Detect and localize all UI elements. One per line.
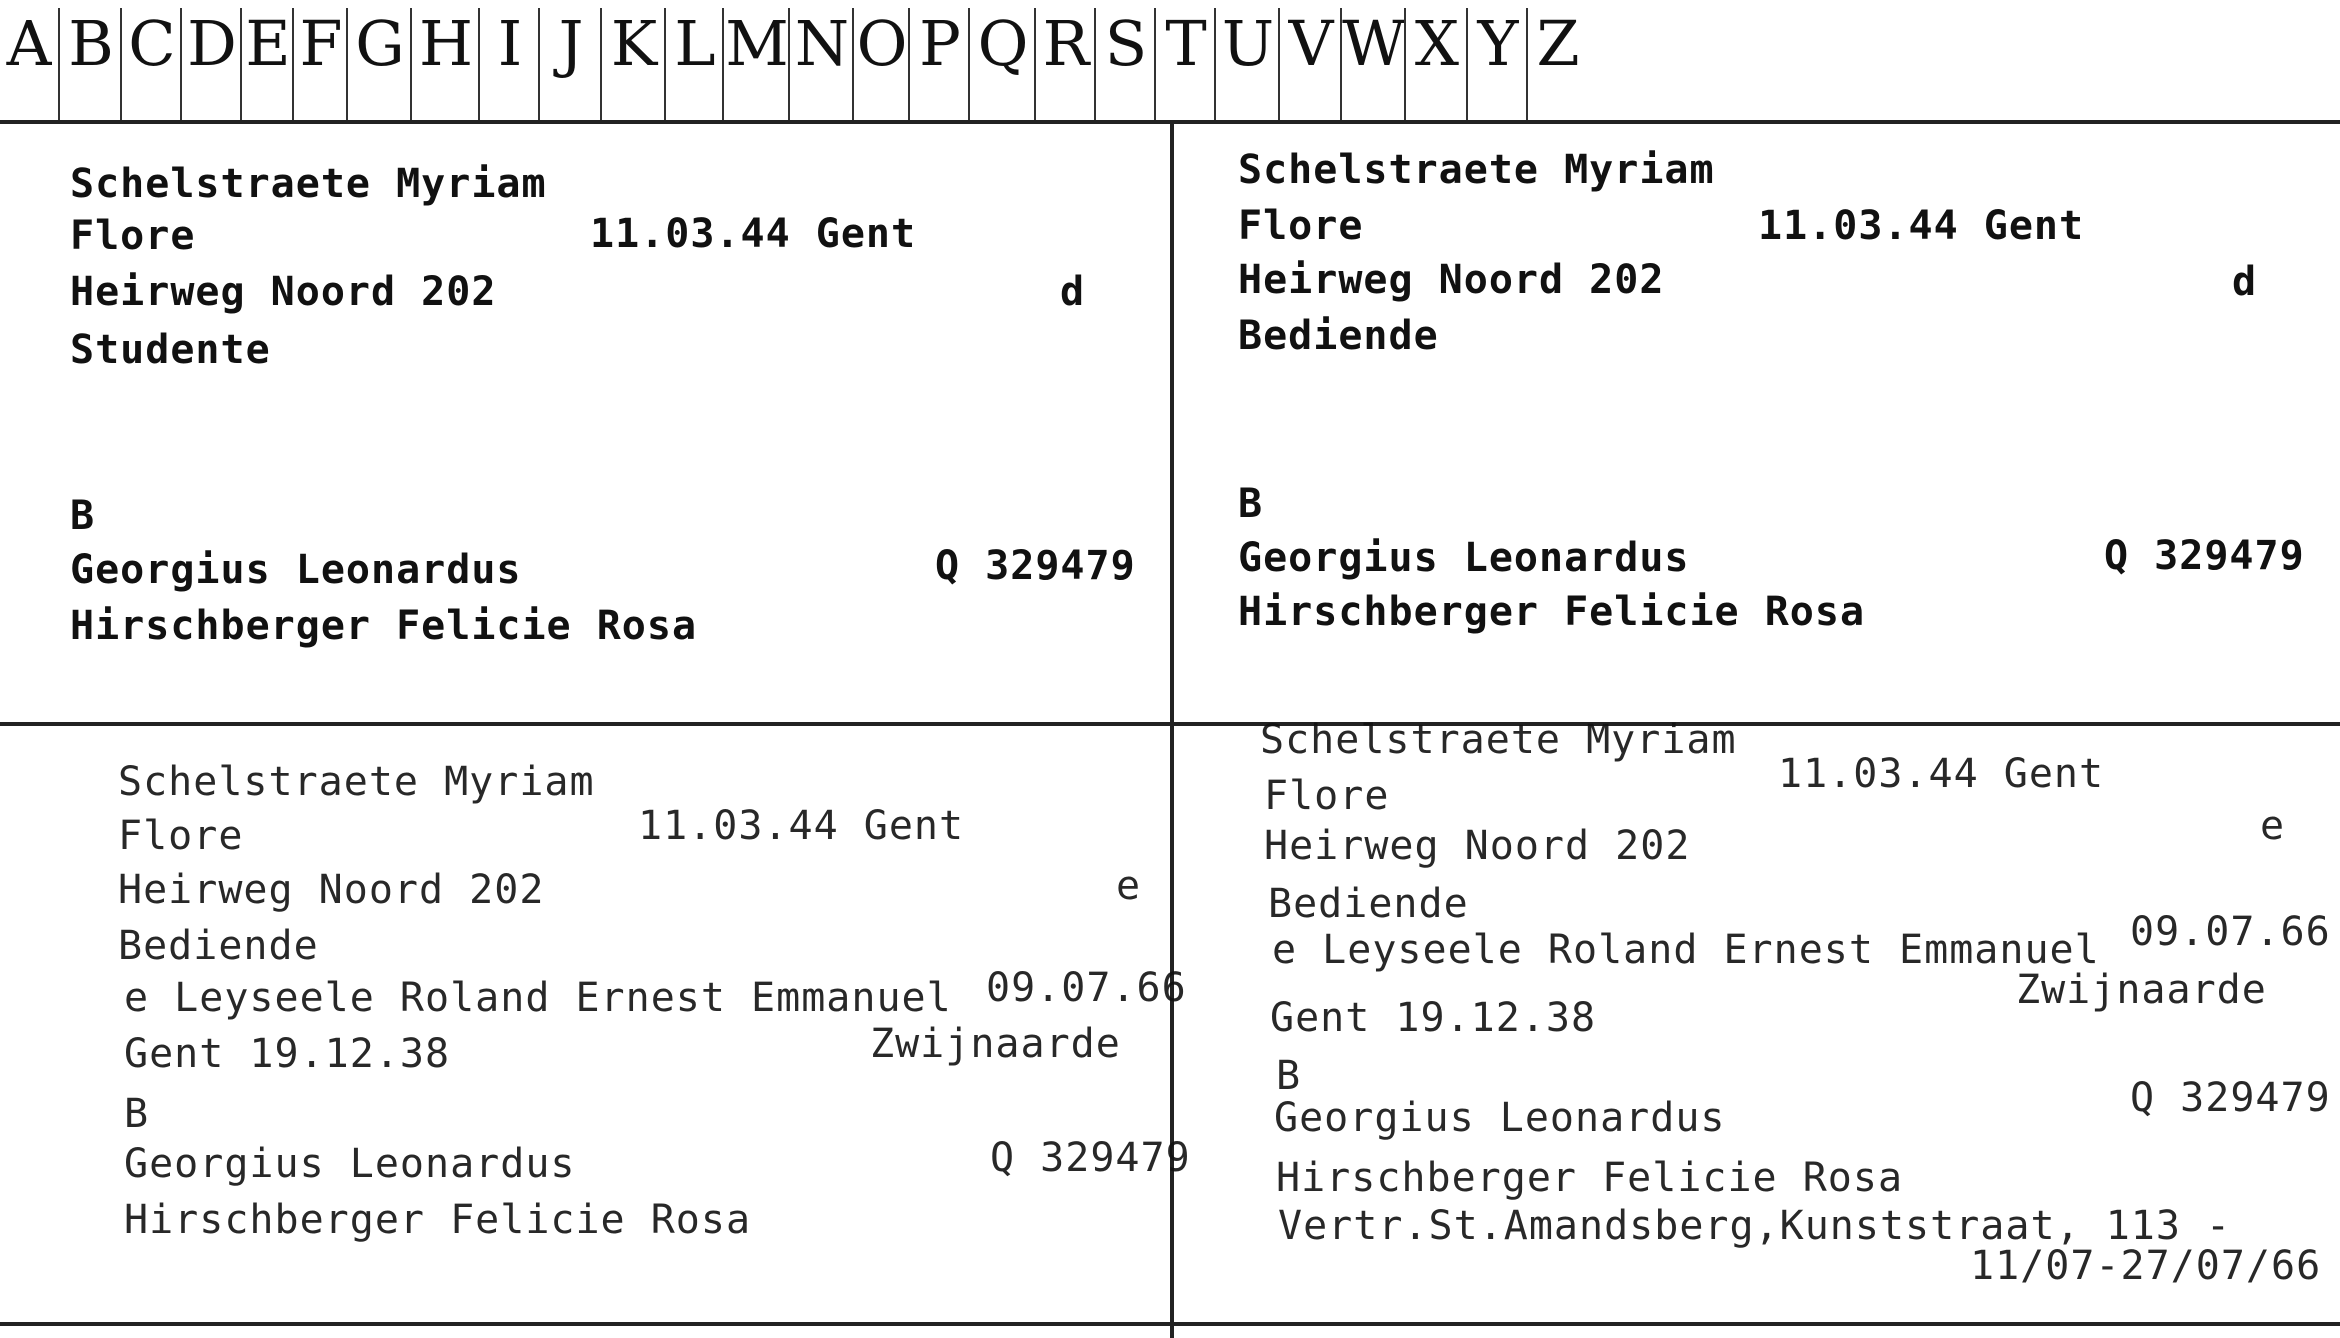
card-marriage-date: 09.07.66	[986, 965, 1187, 1011]
card-address: Heirweg Noord 202	[1264, 823, 1691, 869]
card-marriage-date: 09.07.66	[2130, 909, 2331, 955]
index-letter-f: F	[292, 8, 348, 120]
card-occupation: Bediende	[1268, 881, 1469, 927]
alphabet-index-strip	[0, 0, 2340, 124]
index-letter-l: L	[664, 8, 724, 120]
index-letter-r: R	[1034, 8, 1096, 120]
index-letter-t: T	[1154, 8, 1216, 120]
index-letter-p: P	[908, 8, 970, 120]
card-occupation: Bediende	[118, 923, 319, 969]
index-letter-o: O	[852, 8, 910, 120]
card-spouse-birth: Gent 19.12.38	[1270, 995, 1597, 1041]
card-code: d	[1060, 269, 1086, 315]
card-code: d	[2232, 259, 2258, 305]
card-section: B	[1276, 1053, 1302, 1099]
card-code: e	[1116, 863, 1142, 909]
card-mother: Hirschberger Felicie Rosa	[70, 603, 698, 649]
index-letter-i: I	[478, 8, 540, 120]
index-letter-s: S	[1094, 8, 1156, 120]
index-letter-d: D	[180, 8, 242, 120]
card-birth: 11.03.44 Gent	[1778, 751, 2105, 797]
index-letter-k: K	[600, 8, 666, 120]
card-marriage-place: Zwijnaarde	[870, 1021, 1121, 1067]
index-letter-w: W	[1340, 8, 1406, 120]
card-reference: Q 329479	[990, 1135, 1191, 1181]
card-name: Schelstraete Myriam	[118, 759, 595, 805]
card-code: e	[2260, 803, 2286, 849]
index-letter-m: M	[722, 8, 790, 120]
card-address: Heirweg Noord 202	[1238, 257, 1665, 303]
card-birth: 11.03.44 Gent	[590, 211, 917, 257]
card-name: Schelstraete Myriam	[70, 161, 547, 207]
card-spouse: e Leyseele Roland Ernest Emmanuel	[1272, 927, 2100, 973]
index-letter-h: H	[410, 8, 480, 120]
card-name: Schelstraete Myriam	[1238, 147, 1715, 193]
card-first-name: Flore	[1238, 203, 1364, 249]
horizontal-divider-bottom	[0, 1322, 2340, 1326]
card-reference: Q 329479	[2104, 533, 2305, 579]
index-letter-u: U	[1214, 8, 1280, 120]
card-spouse: e Leyseele Roland Ernest Emmanuel	[124, 975, 952, 1021]
index-letter-q: Q	[968, 8, 1036, 120]
index-letter-j: J	[538, 8, 602, 120]
index-letter-v: V	[1278, 8, 1342, 120]
card-address: Heirweg Noord 202	[70, 269, 497, 315]
card-first-name: Flore	[1264, 773, 1390, 819]
card-mother: Hirschberger Felicie Rosa	[124, 1197, 752, 1243]
card-father: Georgius Leonardus	[1238, 535, 1690, 581]
card-section: B	[70, 493, 96, 539]
index-letter-a: A	[6, 7, 52, 80]
card-spouse-birth: Gent 19.12.38	[124, 1031, 451, 1077]
card-section: B	[124, 1091, 150, 1137]
card-father: Georgius Leonardus	[70, 547, 522, 593]
index-letter-z: Z	[1526, 8, 1588, 120]
card-first-name: Flore	[70, 213, 196, 259]
card-mother: Hirschberger Felicie Rosa	[1276, 1155, 1904, 1201]
index-letter-n: N	[788, 8, 854, 120]
index-letter-c: C	[120, 8, 182, 120]
card-section: B	[1238, 481, 1264, 527]
card-occupation: Studente	[70, 327, 271, 373]
card-name: Schelstraete Myriam	[1260, 717, 1737, 763]
card-birth: 11.03.44 Gent	[638, 803, 965, 849]
horizontal-divider-middle	[0, 722, 2340, 726]
card-birth: 11.03.44 Gent	[1758, 203, 2085, 249]
index-letter-x: X	[1404, 8, 1468, 120]
card-father: Georgius Leonardus	[1274, 1095, 1726, 1141]
card-departure-dates: 11/07-27/07/66	[1970, 1243, 2322, 1289]
card-address: Heirweg Noord 202	[118, 867, 545, 913]
card-father: Georgius Leonardus	[124, 1141, 576, 1187]
index-letter-y: Y	[1466, 8, 1528, 120]
card-reference: Q 329479	[2130, 1075, 2331, 1121]
card-occupation: Bediende	[1238, 313, 1439, 359]
index-letter-g: G	[346, 8, 412, 120]
card-departure: Vertr.St.Amandsberg,Kunststraat, 113 -	[1278, 1203, 2232, 1249]
card-marriage-place: Zwijnaarde	[2016, 967, 2267, 1013]
index-letter-e: E	[240, 8, 294, 120]
card-reference: Q 329479	[935, 543, 1136, 589]
index-letter-b: B	[58, 8, 122, 120]
card-mother: Hirschberger Felicie Rosa	[1238, 589, 1866, 635]
card-first-name: Flore	[118, 813, 244, 859]
